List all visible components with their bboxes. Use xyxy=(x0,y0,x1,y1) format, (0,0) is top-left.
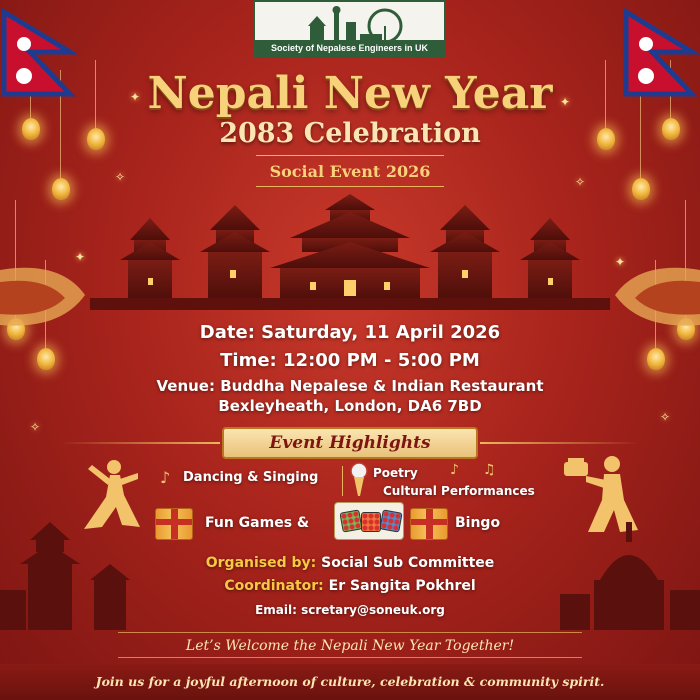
highlight-poetry: Poetry xyxy=(373,466,418,480)
music-note-icon: ♪ xyxy=(450,462,459,478)
divider xyxy=(342,466,343,496)
organised-by-value: Social Sub Committee xyxy=(321,555,495,571)
highlight-games: Fun Games & xyxy=(205,515,310,531)
sparkle-icon: ✧ xyxy=(575,175,586,189)
page-subtitle: 2083 Celebration xyxy=(219,118,481,149)
event-venue: Venue: Buddha Nepalese & Indian Restaurant xyxy=(156,377,544,395)
event-type-label: Social Event 2026 xyxy=(256,155,444,187)
sparkle-icon: ✦ xyxy=(130,90,141,104)
sparkle-icon: ✦ xyxy=(560,95,571,109)
gift-icon xyxy=(155,508,193,540)
coordinator xyxy=(0,578,700,594)
music-note-icon: ♪ xyxy=(160,468,171,487)
bingo-card-icon xyxy=(334,502,404,540)
welcome-message: Let’s Welcome the Nepali New Year Together! xyxy=(118,632,582,658)
organization-logo xyxy=(253,0,446,58)
event-time: Time: 12:00 PM - 5:00 PM xyxy=(220,350,480,371)
music-note-icon: ♫ xyxy=(483,462,496,478)
divider xyxy=(480,442,640,444)
microphone-icon xyxy=(348,462,370,498)
page-title: Nepali New Year xyxy=(147,68,553,119)
bingo-card-icon xyxy=(379,509,402,532)
sparkle-icon: ✦ xyxy=(75,250,86,264)
lamp-icon xyxy=(632,178,650,200)
coordinator-value: Er Sangita Pokhrel xyxy=(328,578,476,594)
contact-email[interactable]: Email: scretary@soneuk.org xyxy=(255,603,445,617)
coordinator-label: Coordinator: xyxy=(224,578,324,594)
footer-tagline: Join us for a joyful afternoon of culture, celebration & community spirit. xyxy=(0,664,700,700)
temple-icon xyxy=(90,190,610,310)
event-venue-address: Bexleyheath, London, DA6 7BD xyxy=(218,397,482,415)
organised-by xyxy=(0,555,700,571)
highlight-bingo: Bingo xyxy=(455,515,501,531)
highlights-heading: Event Highlights xyxy=(222,427,478,459)
gift-icon xyxy=(410,508,448,540)
sparkle-icon: ✧ xyxy=(30,420,41,434)
event-date: Date: Saturday, 11 April 2026 xyxy=(199,322,501,343)
bingo-card-icon xyxy=(339,509,362,532)
sparkle-icon: ✧ xyxy=(115,170,126,184)
sparkle-icon: ✦ xyxy=(615,255,626,269)
bingo-card-icon xyxy=(361,512,381,532)
sparkle-icon: ✧ xyxy=(660,410,671,424)
highlight-dancing: Dancing & Singing xyxy=(183,470,319,485)
organization-name: Society of Nepalese Engineers in UK xyxy=(255,40,444,56)
skyline-icon xyxy=(290,4,410,44)
highlight-cultural: Cultural Performances xyxy=(383,484,535,498)
organised-by-label: Organised by: xyxy=(205,555,317,571)
divider xyxy=(60,442,220,444)
lamp-icon xyxy=(52,178,70,200)
